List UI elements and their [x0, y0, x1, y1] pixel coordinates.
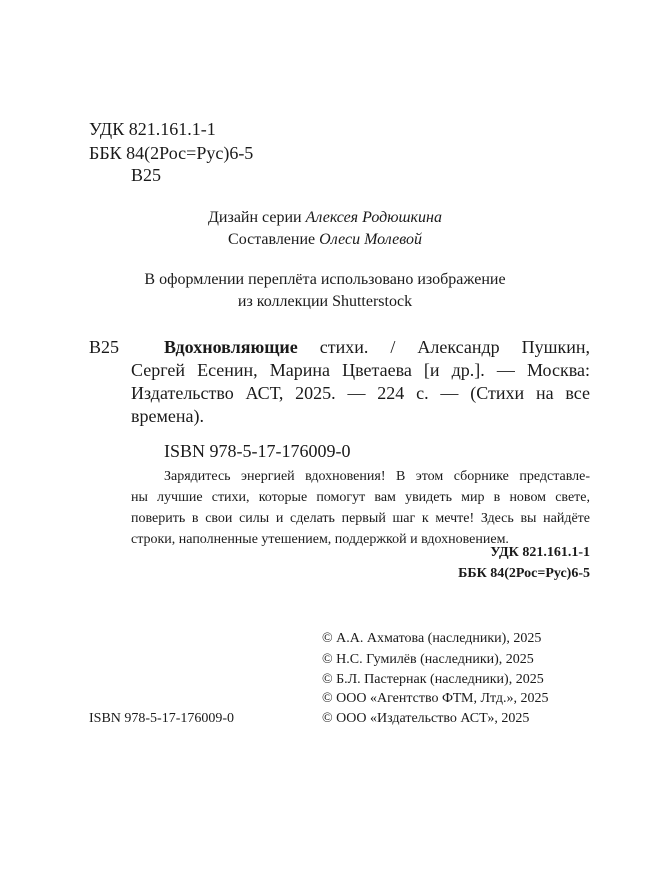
- annotation-line-2: ны лучшие стихи, которые помогут вам увидеть мир в новом свете,: [131, 490, 590, 505]
- copyright-line: © Н.С. Гумилёв (наследники), 2025: [322, 652, 534, 667]
- bib-title: Вдохновляющие: [164, 337, 298, 357]
- bib-line-3: Издательство АСТ, 2025. — 224 с. — (Стихи на все: [131, 383, 590, 403]
- footer-isbn: ISBN 978-5-17-176009-0: [89, 711, 235, 726]
- bib-line-4: времена).: [131, 406, 204, 426]
- copyright-line: © ООО «Издательство АСТ», 2025: [322, 711, 530, 726]
- design-credit-name: Алексея Родюшкина: [305, 209, 442, 226]
- design-credit-label: Дизайн серии: [208, 209, 302, 226]
- bbk-code: ББК 84(2Рос=Рус)6-5: [89, 143, 254, 163]
- compiler-credit: [0, 230, 650, 250]
- compiler-credit-label: Составление: [228, 231, 316, 248]
- author-mark: В25: [131, 165, 162, 185]
- bib-line-1-rest: стихи. / Александр Пушкин,: [319, 337, 591, 357]
- copyright-line: © Б.Л. Пастернак (наследники), 2025: [322, 672, 544, 687]
- annotation-udk: УДК 821.161.1-1: [490, 545, 590, 560]
- cover-note-line-2: из коллекции Shutterstock: [237, 293, 413, 310]
- copyright-line: © А.А. Ахматова (наследники), 2025: [322, 631, 542, 646]
- design-credit: [0, 208, 650, 228]
- bib-line-2: Сергей Есенин, Марина Цветаева [и др.]. — Москва:: [131, 360, 590, 380]
- udk-code: УДК 821.161.1-1: [89, 119, 216, 139]
- bib-author-mark: В25: [89, 337, 120, 357]
- bib-line-1: [164, 336, 590, 358]
- copyright-line: © ООО «Агентство ФТМ, Лтд.», 2025: [322, 691, 549, 706]
- bib-isbn: ISBN 978-5-17-176009-0: [164, 441, 351, 461]
- annotation-line-1: Зарядитесь энергией вдохновения! В этом сборнике представле-: [164, 469, 590, 484]
- annotation-bbk: ББК 84(2Рос=Рус)6-5: [458, 566, 590, 581]
- compiler-credit-name: Олеси Молевой: [319, 231, 422, 248]
- annotation-line-3: поверить в свои силы и сделать первый шаг к мечте! Здесь вы найдёте: [131, 511, 590, 526]
- annotation-line-4: строки, наполненные утешением, поддержкой и вдохновением.: [131, 532, 509, 547]
- cover-note-line-1: В оформлении переплёта использовано изображение: [144, 271, 506, 288]
